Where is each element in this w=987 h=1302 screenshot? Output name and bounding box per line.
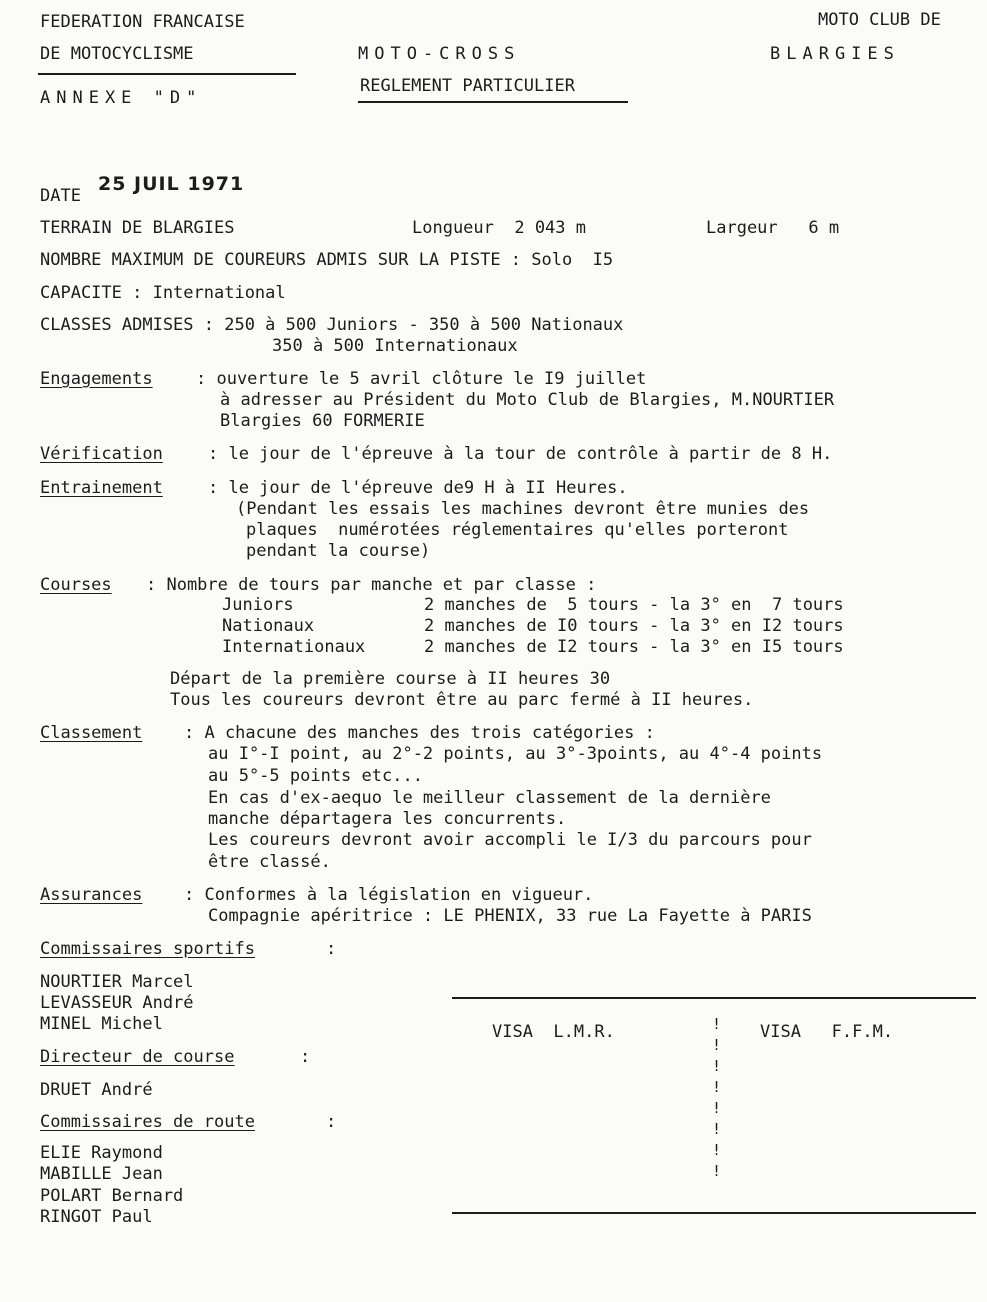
- classement-line2: au I°-I point, au 2°-2 points, au 3°-3points, au 4°-4 points: [208, 744, 823, 764]
- courses-row-internationaux: Internationaux: [222, 637, 366, 657]
- courses-row-juniors: Juniors: [222, 595, 294, 615]
- visa-separator-4: !: [712, 1078, 722, 1096]
- commissaires-route-label: Commissaires de route: [40, 1112, 255, 1132]
- subtitle-underline: [358, 101, 628, 103]
- visa-ffm-label: VISA F.F.M.: [760, 1022, 894, 1042]
- classement-line1: : A chacune des manches des trois catégories :: [184, 723, 655, 743]
- entrainement-line2: (Pendant les essais les machines devront être munies des: [236, 499, 810, 519]
- club-line1: MOTO CLUB DE: [818, 10, 941, 30]
- directeur-name: DRUET André: [40, 1080, 153, 1100]
- annexe-label: ANNEXE "D": [40, 88, 203, 108]
- commissaire-sportif-1: NOURTIER Marcel: [40, 972, 194, 992]
- commissaire-route-1: ELIE Raymond: [40, 1143, 163, 1163]
- entrainement-label: Entrainement: [40, 478, 163, 498]
- commissaire-route-2: MABILLE Jean: [40, 1164, 163, 1184]
- visa-lmr-label: VISA L.M.R.: [492, 1022, 615, 1042]
- engagements-label: Engagements: [40, 369, 153, 389]
- courses-depart: Départ de la première course à II heures 30: [170, 669, 611, 689]
- max-coureurs: NOMBRE MAXIMUM DE COUREURS ADMIS SUR LA PISTE : Solo I5: [40, 250, 614, 270]
- visa-separator-1: !: [712, 1015, 722, 1033]
- courses-row-nationaux: Nationaux: [222, 616, 315, 636]
- terrain-longueur: Longueur 2 043 m: [412, 218, 586, 238]
- visa-separator-8: !: [712, 1162, 722, 1180]
- visa-separator-2: !: [712, 1036, 722, 1054]
- federation-line2: DE MOTOCYCLISME: [40, 44, 194, 64]
- visa-top-rule: [452, 997, 976, 999]
- document-subtitle: REGLEMENT PARTICULIER: [360, 76, 575, 96]
- commissaires-route-colon: :: [326, 1112, 337, 1132]
- classement-line7: être classé.: [208, 852, 331, 872]
- assurances-line2: Compagnie apéritrice : LE PHENIX, 33 rue La Fayette à PARIS: [208, 906, 812, 926]
- engagements-line2: à adresser au Président du Moto Club de Blargies, M.NOURTIER: [220, 390, 835, 410]
- courses-parc: Tous les coureurs devront être au parc fermé à II heures.: [170, 690, 754, 710]
- assurances-line1: : Conformes à la législation en vigueur.: [184, 885, 594, 905]
- visa-bottom-rule: [452, 1212, 976, 1214]
- verification-text: : le jour de l'épreuve à la tour de contrôle à partir de 8 H.: [208, 444, 833, 464]
- engagements-line3: Blargies 60 FORMERIE: [220, 411, 425, 431]
- club-line2: BLARGIES: [770, 44, 900, 64]
- courses-row-internationaux-detail: 2 manches de I2 tours - la 3° en I5 tours: [424, 637, 844, 657]
- commissaires-sportifs-label: Commissaires sportifs: [40, 939, 255, 959]
- entrainement-line1: : le jour de l'épreuve de9 H à II Heures.: [208, 478, 628, 498]
- commissaire-sportif-3: MINEL Michel: [40, 1014, 163, 1034]
- capacite: CAPACITE : International: [40, 283, 286, 303]
- verification-label: Vérification: [40, 444, 163, 464]
- terrain-largeur: Largeur 6 m: [706, 218, 840, 238]
- commissaire-route-4: RINGOT Paul: [40, 1207, 153, 1227]
- entrainement-line4: pendant la course): [246, 541, 431, 561]
- classement-line3: au 5°-5 points etc...: [208, 766, 423, 786]
- entrainement-line3: plaques numérotées réglementaires qu'elles porteront: [246, 520, 789, 540]
- commissaires-sportifs-colon: :: [326, 939, 337, 959]
- commissaire-sportif-2: LEVASSEUR André: [40, 993, 194, 1013]
- visa-separator-3: !: [712, 1057, 722, 1075]
- engagements-line1: : ouverture le 5 avril clôture le I9 juillet: [196, 369, 647, 389]
- directeur-label: Directeur de course: [40, 1047, 235, 1067]
- courses-label: Courses: [40, 575, 112, 595]
- classement-line6: Les coureurs devront avoir accompli le I/3 du parcours pour: [208, 830, 812, 850]
- classement-line4: En cas d'ex-aequo le meilleur classement de la dernière: [208, 788, 771, 808]
- date-stamp: 25 JUIL 1971: [98, 173, 245, 195]
- directeur-colon: :: [300, 1047, 311, 1067]
- date-label: DATE: [40, 186, 81, 206]
- courses-row-juniors-detail: 2 manches de 5 tours - la 3° en 7 tours: [424, 595, 844, 615]
- assurances-label: Assurances: [40, 885, 143, 905]
- federation-line1: FEDERATION FRANCAISE: [40, 12, 245, 32]
- courses-row-nationaux-detail: 2 manches de I0 tours - la 3° en I2 tours: [424, 616, 844, 636]
- visa-separator-7: !: [712, 1141, 722, 1159]
- visa-separator-5: !: [712, 1099, 722, 1117]
- visa-separator-6: !: [712, 1120, 722, 1138]
- classement-line5: manche départagera les concurrents.: [208, 809, 567, 829]
- classes-line1: CLASSES ADMISES : 250 à 500 Juniors - 350 à 500 Nationaux: [40, 315, 624, 335]
- classement-label: Classement: [40, 723, 143, 743]
- terrain-name: TERRAIN DE BLARGIES: [40, 218, 235, 238]
- courses-intro: : Nombre de tours par manche et par classe :: [146, 575, 597, 595]
- header-rule-left: [38, 73, 296, 75]
- classes-line2: 350 à 500 Internationaux: [272, 336, 518, 356]
- commissaire-route-3: POLART Bernard: [40, 1186, 184, 1206]
- document-title: MOTO-CROSS: [358, 44, 521, 64]
